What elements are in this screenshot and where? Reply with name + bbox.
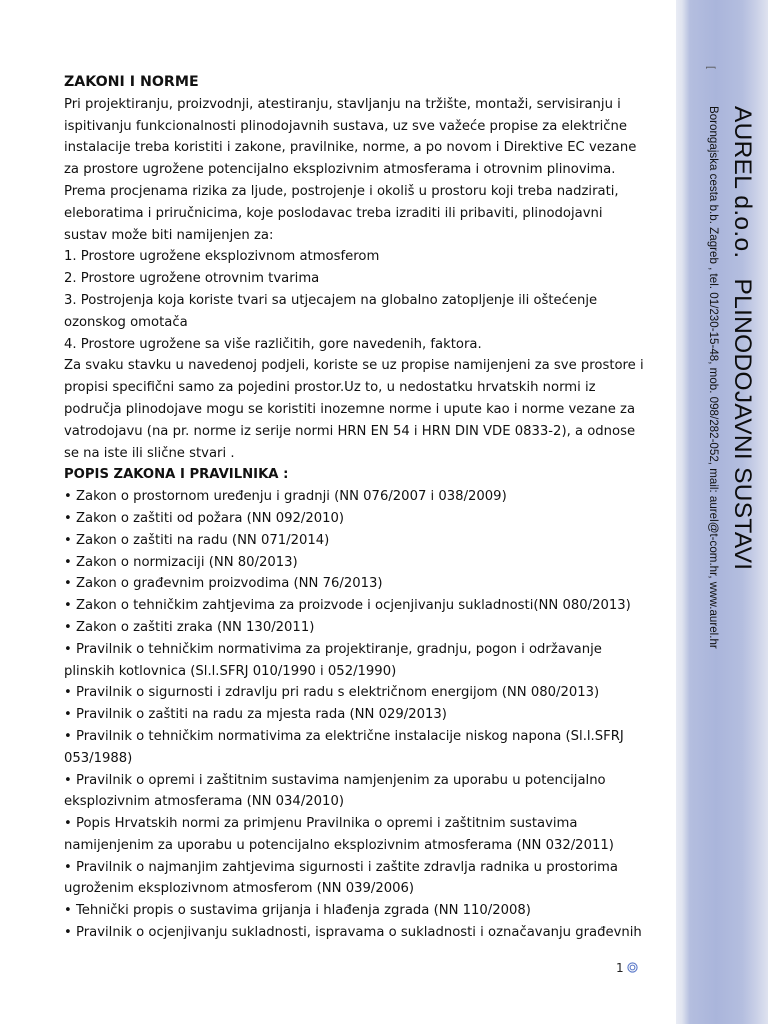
- company-heading: [728, 106, 756, 746]
- law-item: • Zakon o prostornom uređenju i gradnji (NN 076/2007 i 038/2009): [64, 489, 507, 505]
- company-contact: Borongajska cesta b.b. Zagreb , tel. 01/230-15-48, mob. 098/282-052, mail: aurel@t-com.hr, www.aurel.hr: [707, 106, 720, 649]
- page-footer: [616, 961, 638, 975]
- law-item: • Zakon o građevnim proizvodima (NN 76/2013): [64, 576, 383, 592]
- law-item: • Pravilnik o opremi i zaštitnim sustavima namjenjenim za uporabu u potencijalno eksplozivnim atmosferama (NN 034/2010): [64, 772, 606, 810]
- risk-paragraph: Prema procjenama rizika za ljude, postrojenje i okoliš u prostoru koji treba nadzirati, eleboratima i priručnicima, koje poslodavac treba izraditi ili pribaviti, plinodojavni sustav može biti namijenjen za:: [64, 183, 619, 243]
- law-list: [64, 486, 646, 944]
- law-item: • Zakon o zaštiti zraka (NN 130/2011): [64, 619, 315, 635]
- purpose-item: 3. Postrojenja koja koriste tvari sa utjecajem na globalno zatopljenje ili oštećenje ozonskog omotača: [64, 292, 598, 330]
- purpose-item: 4. Prostore ugrožene sa više različitih, gore navedenih, faktora.: [64, 336, 482, 352]
- law-item: • Pravilnik o ocjenjivanju sukladnosti, ispravama o sukladnosti i označavanju građevnih: [64, 925, 642, 941]
- purpose-item: 1. Prostore ugrožene eksplozivnom atmosferom: [64, 249, 380, 265]
- law-item: • Zakon o zaštiti od požara (NN 092/2010): [64, 510, 345, 526]
- sidebar-bracket-mark: [: [705, 66, 716, 69]
- page-number: 1: [616, 961, 624, 975]
- law-item: • Pravilnik o najmanjim zahtjevima sigurnosti i zaštite zdravlja radnika u prostorima ugroženim eksplozivnom atmosferom (NN 039/2006): [64, 859, 618, 897]
- purpose-item: 2. Prostore ugrožene otrovnim tvarima: [64, 271, 320, 287]
- purpose-list: [64, 246, 646, 355]
- concentric-circles-icon: [627, 962, 638, 973]
- company-tagline: PLINODOJAVNI SUSTAVI: [729, 278, 756, 571]
- law-item: • Pravilnik o tehničkim normativima za električne instalacije niskog napona (Sl.l.SFRJ 053/1988): [64, 728, 624, 766]
- company-sidebar: [676, 0, 768, 1024]
- law-item: • Pravilnik o tehničkim normativima za projektiranje, gradnju, pogon i održavanje plinskih kotlovnica (Sl.l.SFRJ 010/1990 i 052/1990): [64, 641, 602, 679]
- law-list-title: POPIS ZAKONA I PRAVILNIKA :: [64, 467, 289, 483]
- law-item: • Popis Hrvatskih normi za primjenu Pravilnika o opremi i zaštitnim sustavima namijenjenim za uporabu u potencijalno eksplozivnim atmosferama (NN 032/2011): [64, 816, 614, 853]
- law-item: • Pravilnik o zaštiti na radu za mjesta rada (NN 029/2013): [64, 707, 447, 723]
- law-item: • Zakon o tehničkim zahtjevima za proizvode i ocjenjivanju sukladnosti(NN 080/2013): [64, 598, 631, 614]
- law-item: • Pravilnik o sigurnosti i zdravlju pri radu s električnom energijom (NN 080/2013): [64, 685, 600, 701]
- document-body: [64, 72, 646, 944]
- sidebar-rotated-text: [676, 0, 768, 1024]
- norms-paragraph: Za svaku stavku u navedenoj podjeli, koriste se uz propise namijenjeni za sve prostore i propisi specifični samo za pojedini prostor.Uz to, u nedostatku hrvatskih normi iz područja plinodojave mogu se koristiti inozemne norme i upute kao i norme vezane za vatrodojavu (na pr. norme iz serije normi HRN EN 54 i HRN DIN VDE 0833-2), a odnose se na iste ili slične stvari .: [64, 358, 644, 461]
- law-item: • Zakon o normizaciji (NN 80/2013): [64, 554, 298, 570]
- company-name: AUREL d.o.o.: [729, 106, 756, 259]
- intro-paragraph: Pri projektiranju, proizvodnji, atestiranju, stavljanju na tržište, montaži, servisiranju i ispitivanju funkcionalnosti plinodojavnih sustava, uz sve važeće propise za električne instalacije treba koristiti i zakone, pravilnike, norme, a po novom i Direktive EC vezane za prostore ugrožene potencijalno eksplozivnim atmosferama i otrovnim plinovima.: [64, 96, 637, 178]
- law-item: • Zakon o zaštiti na radu (NN 071/2014): [64, 532, 330, 548]
- law-item: • Tehnički propis o sustavima grijanja i hlađenja zgrada (NN 110/2008): [64, 903, 531, 919]
- document-heading: ZAKONI I NORME: [64, 74, 199, 90]
